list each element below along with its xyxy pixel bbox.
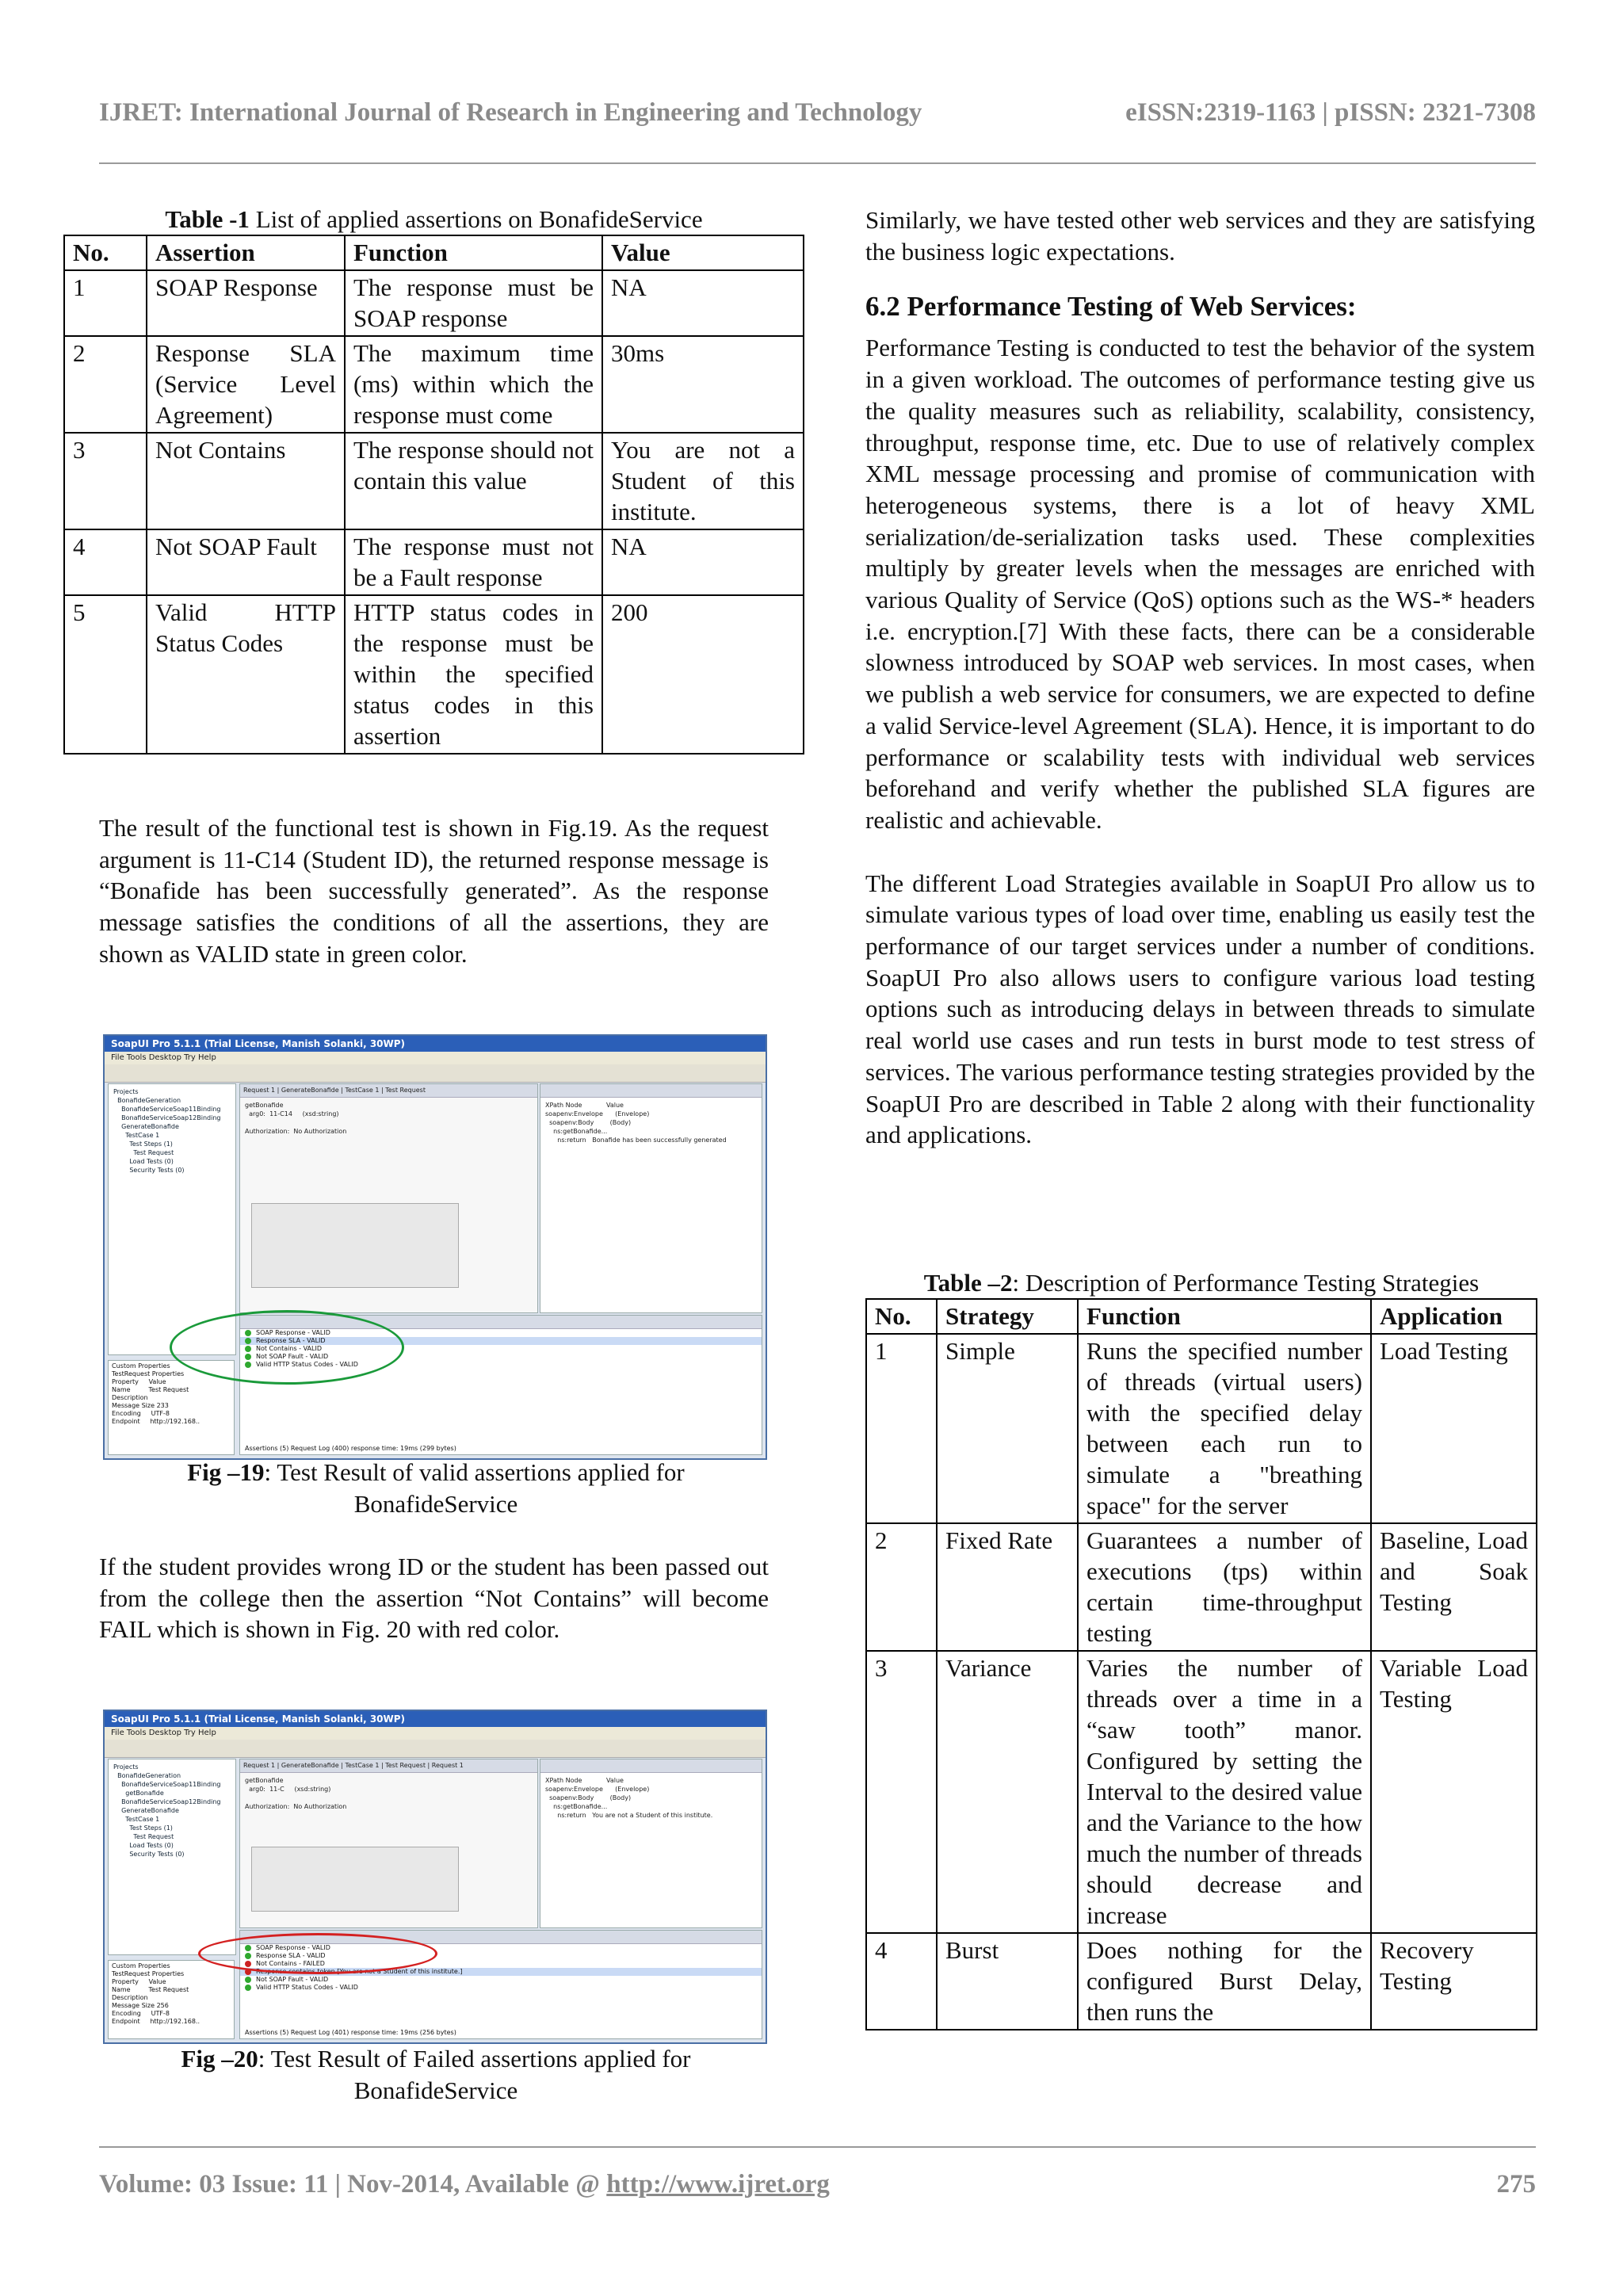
assertion-row: Not Contains - FAILED <box>240 1960 762 1968</box>
table1-header-no: No. <box>64 235 147 270</box>
table-cell: 200 <box>602 595 804 754</box>
assertion-row: Valid HTTP Status Codes - VALID <box>240 1361 762 1369</box>
table-cell: 3 <box>866 1651 937 1933</box>
request-form: getBonafide arg0: 11-C (xsd:string) Authorization: No Authorization <box>245 1777 347 1810</box>
table-cell: 3 <box>64 433 147 529</box>
table-cell: 5 <box>64 595 147 754</box>
response-panel <box>540 1759 762 1928</box>
assertion-row: Not SOAP Fault - VALID <box>240 1353 762 1361</box>
table-row <box>866 1523 1537 1651</box>
table-cell: Variable Load Testing <box>1371 1651 1537 1933</box>
page-number: 275 <box>1496 2170 1536 2199</box>
fig20-caption: Fig –20: Test Result of Failed assertions applied for BonafideService <box>181 2045 691 2104</box>
request-form: getBonafide arg0: 11-C14 (xsd:string) Authorization: No Authorization <box>245 1102 347 1135</box>
left-column <box>63 204 804 755</box>
left-text-1 <box>99 812 769 970</box>
assertion-footer: Assertions (5) Request Log (401) response time: 19ms (256 bytes) <box>245 2029 456 2036</box>
table-cell: 30ms <box>602 336 804 433</box>
volume-info: Volume: 03 Issue: 11 | Nov-2014, Available @ <box>99 2170 607 2199</box>
navigator-panel <box>108 1759 236 1955</box>
paragraph: Similarly, we have tested other web services and they are satisfying the business logic expectations. <box>865 206 1535 266</box>
table-cell: Baseline, Load and Soak Testing <box>1371 1523 1537 1651</box>
fig19-screenshot <box>103 1034 767 1460</box>
editor-tabs: Request 1 | GenerateBonafide | TestCase 1 | Test Request | Request 1 <box>240 1759 537 1773</box>
menu-bar: File Tools Desktop Try Help <box>105 1052 766 1064</box>
table-cell: HTTP status codes in the response must be within the specified status codes in this assertion <box>345 595 602 754</box>
paragraph: If the student provides wrong ID or the student has been passed out from the college then the assertion “Not Contains” will become FAIL which is shown in Fig. 20 with red color. <box>99 1553 769 1644</box>
footer-rule <box>99 2146 1536 2148</box>
table-cell: Valid HTTP Status Codes <box>147 595 345 754</box>
properties-panel: Custom Properties TestRequest Properties Property Value Name Test Request Description Message Size 256 Encoding UTF-8 Endpoint http://192.168.. <box>108 1960 235 2039</box>
table-cell: The maximum time (ms) within which the response must come <box>345 336 602 433</box>
table-row <box>64 433 804 529</box>
table-cell: The response must be SOAP response <box>345 270 602 336</box>
table1-caption: Table -1 List of applied assertions on BonafideService <box>165 205 703 233</box>
fig19-caption: Fig –19: Test Result of valid assertions applied for BonafideService <box>187 1458 685 1518</box>
table-cell: SOAP Response <box>147 270 345 336</box>
table-cell: Response SLA (Service Level Agreement) <box>147 336 345 433</box>
table-cell: 4 <box>64 529 147 595</box>
table1-header-assertion: Assertion <box>147 235 345 270</box>
table-cell: The response should not contain this value <box>345 433 602 529</box>
table2-header-application: Application <box>1371 1299 1537 1334</box>
response-panel <box>540 1083 762 1313</box>
response-tabs <box>540 1759 762 1773</box>
table-row <box>64 595 804 754</box>
project-tree: Projects BonafideGeneration BonafideServiceSoap11Binding getBonafide BonafideServiceSoap12Binding GenerateBonafide TestCase 1 Test Steps (1) Test Request Load Tests (0) Security Tests (0) <box>113 1763 221 1858</box>
toolbar <box>105 1064 766 1083</box>
table-cell: 4 <box>866 1933 937 2030</box>
menu-bar: File Tools Desktop Try Help <box>105 1727 766 1740</box>
auth-box <box>251 1203 459 1288</box>
table2-header-no: No. <box>866 1299 937 1334</box>
status-icon <box>245 1977 251 1983</box>
response-outline: XPath Node Value soapenv:Envelope (Envelope) soapenv:Body (Body) ns:getBonafide... ns:return Bonafide has been successfully generated <box>545 1102 727 1144</box>
paragraph: The result of the functional test is shown in Fig.19. As the request argument is 11-C14 (Student ID), the returned response message is “Bonafide has been successfully generated”. As the response message satisfies the conditions of all the assertions, they are shown as VALID state in green color. <box>99 814 769 968</box>
assertion-row: SOAP Response - VALID <box>240 1944 762 1952</box>
table-cell: NA <box>602 529 804 595</box>
paragraph: The different Load Strategies available in SoapUI Pro allow us to simulate various types of load over time, enabling us easily test the performance of our target services under a number of conditions. SoapUI Pro also allows users to configure various load testing options such as introducing delays in between threads to simulate real world use cases and run tests in burst mode to test stress of services. The various performance testing strategies provided by the SoapUI Pro are described in Table 2 along with their functionality and applications. <box>865 869 1535 1149</box>
assertion-row: Valid HTTP Status Codes - VALID <box>240 1984 762 1992</box>
assertion-row: Not Contains - VALID <box>240 1345 762 1353</box>
table2-header-function: Function <box>1078 1299 1371 1334</box>
table1-header-function: Function <box>345 235 602 270</box>
header-rule <box>99 162 1536 164</box>
table-cell: You are not a Student of this institute. <box>602 433 804 529</box>
table1 <box>63 235 804 755</box>
window-title: SoapUI Pro 5.1.1 (Trial License, Manish Solanki, 30WP) <box>105 1036 766 1052</box>
table-cell: 2 <box>866 1523 937 1651</box>
table1-header-value: Value <box>602 235 804 270</box>
editor-tabs: Request 1 | GenerateBonafide | TestCase 1 | Test Request <box>240 1084 537 1098</box>
assertion-row: Not SOAP Fault - VALID <box>240 1976 762 1984</box>
assertion-footer: Assertions (5) Request Log (400) response time: 19ms (299 bytes) <box>245 1445 456 1452</box>
table-cell: 1 <box>866 1334 937 1523</box>
response-tabs <box>540 1084 762 1098</box>
table-cell: Fixed Rate <box>937 1523 1078 1651</box>
project-tree: Projects BonafideGeneration BonafideServiceSoap11Binding BonafideServiceSoap12Binding GenerateBonafide TestCase 1 Test Steps (1) Test Request Load Tests (0) Security Tests (0) <box>113 1088 221 1174</box>
status-icon <box>245 1985 251 1991</box>
request-panel <box>239 1083 538 1313</box>
table-cell: 1 <box>64 270 147 336</box>
highlight-ellipse <box>170 1310 404 1385</box>
properties-panel: Custom Properties TestRequest Properties Property Value Name Test Request Description Message Size 233 Encoding UTF-8 Endpoint http://192.168.. <box>108 1360 235 1455</box>
window-title: SoapUI Pro 5.1.1 (Trial License, Manish Solanki, 30WP) <box>105 1711 766 1727</box>
running-footer <box>99 2170 1536 2199</box>
table-cell: Varies the number of threads over a time in a “saw tooth” manor. Configured by setting the Interval to the desired value and the Variance to the how much the number of threads should decrease and increase <box>1078 1651 1371 1933</box>
table-row <box>64 529 804 595</box>
fig20-screenshot <box>103 1710 767 2044</box>
running-header <box>99 98 1536 128</box>
table2-header-row <box>866 1299 1537 1334</box>
table2-caption: Table –2: Description of Performance Testing Strategies <box>923 1269 1480 1297</box>
auth-box <box>251 1847 459 1912</box>
table1-header-row <box>64 235 804 270</box>
table-cell: Not Contains <box>147 433 345 529</box>
journal-link[interactable]: http://www.ijret.org <box>606 2170 830 2199</box>
table-row <box>866 1933 1537 2030</box>
table-row <box>866 1651 1537 1933</box>
navigator-panel <box>108 1083 236 1355</box>
section-heading: 6.2 Performance Testing of Web Services: <box>865 291 1357 323</box>
left-text-2 <box>99 1551 769 1645</box>
assertion-row: Response SLA - VALID <box>240 1337 762 1345</box>
table-row <box>866 1334 1537 1523</box>
table-cell: Load Testing <box>1371 1334 1537 1523</box>
table-cell: Guarantees a number of executions (tps) within certain time-throughput testing <box>1078 1523 1371 1651</box>
table-row <box>64 270 804 336</box>
table-cell: Not SOAP Fault <box>147 529 345 595</box>
response-outline: XPath Node Value soapenv:Envelope (Envelope) soapenv:Body (Body) ns:getBonafide... ns:return You are not a Student of this institute. <box>545 1777 713 1819</box>
table-cell: Simple <box>937 1334 1078 1523</box>
table-cell: 2 <box>64 336 147 433</box>
table2-header-strategy: Strategy <box>937 1299 1078 1334</box>
toolbar <box>105 1740 766 1758</box>
assertion-row: Response contains token [You are not a Student of this institute.] <box>240 1968 762 1976</box>
journal-title: IJRET: International Journal of Research in Engineering and Technology <box>99 98 922 127</box>
table2-block <box>865 1268 1537 2030</box>
table2 <box>865 1298 1537 2030</box>
table-cell: Variance <box>937 1651 1078 1933</box>
table-cell: Runs the specified number of threads (virtual users) with the specified delay between each run to simulate a "breathing space" for the server <box>1078 1334 1371 1523</box>
issn: eISSN:2319-1163 | pISSN: 2321-7308 <box>1125 98 1536 127</box>
table-cell: Burst <box>937 1933 1078 2030</box>
table-cell: Does nothing for the configured Burst Delay, then runs the <box>1078 1933 1371 2030</box>
paragraph: Performance Testing is conducted to test the behavior of the system in a given workload. The outcomes of performance testing give us the quality measures such as reliability, scalability, consistency, throughput, response time, etc. Due to use of relatively complex XML message processing and promise of communication with heterogeneous systems, there is a lot of heavy XML serialization/de-serialization tasks used. These complexities multiply by greater levels when the messages are enriched with various Quality of Service (QoS) options such as the WS-* headers i.e. encryption.[7] With these facts, there can be a considerable slowness introduced by SOAP web services. In most cases, when we publish a web service for consumers, we are expected to define a valid Service-level Agreement (SLA). Hence, it is important to do performance or scalability tests with individual web services beforehand and verify whether the published SLA figures are realistic and achievable. <box>865 334 1535 834</box>
highlight-ellipse <box>198 1933 437 1974</box>
table-row <box>64 336 804 433</box>
table-cell: The response must not be a Fault response <box>345 529 602 595</box>
right-column <box>865 204 1535 1151</box>
assertion-row: SOAP Response - VALID <box>240 1329 762 1337</box>
assertion-row: Response SLA - VALID <box>240 1952 762 1960</box>
table-cell: Recovery Testing <box>1371 1933 1537 2030</box>
table-cell: NA <box>602 270 804 336</box>
request-panel <box>239 1759 538 1928</box>
